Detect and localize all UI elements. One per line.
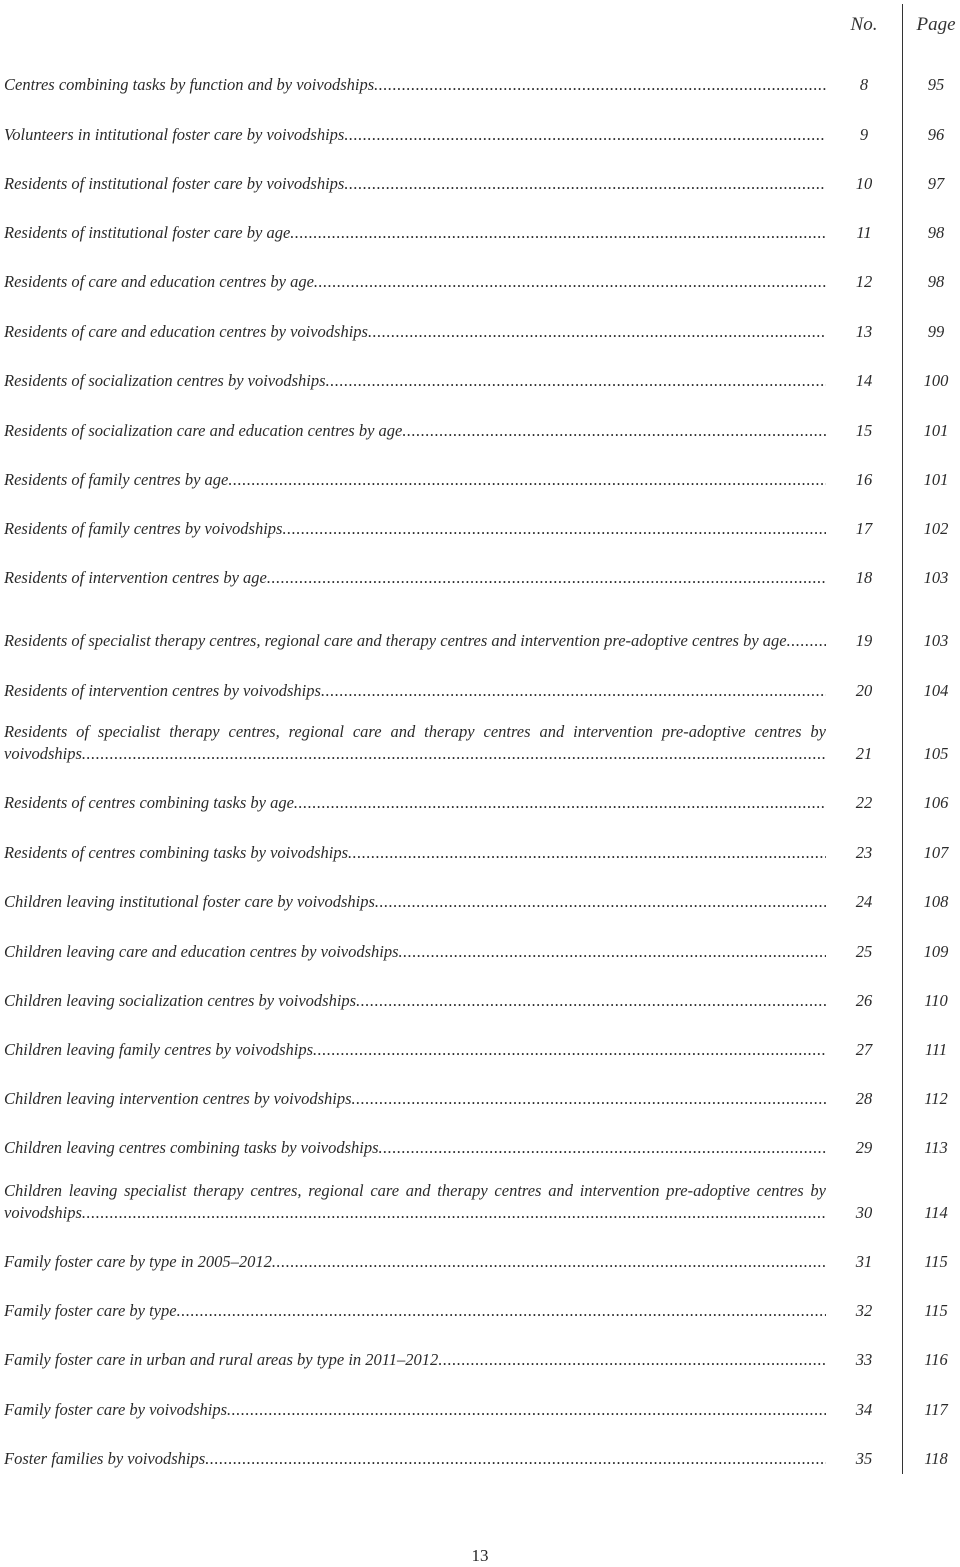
toc-entry-page: 112 (924, 1089, 948, 1108)
toc-entry-page: 97 (927, 174, 945, 193)
toc-entry-title: Residents of care and education centres by voivodships (4, 322, 368, 341)
column-header-no: No. (850, 14, 878, 35)
toc-entry-title: Residents of care and education centres by age (4, 272, 314, 291)
toc-entry-title: Children leaving care and education centres by voivodships (4, 942, 399, 961)
toc-entry-number: 19 (855, 631, 873, 650)
toc-entry-number: 21 (855, 744, 873, 763)
toc-entry-number: 26 (855, 991, 873, 1010)
toc-entry-number: 15 (855, 421, 873, 440)
toc-entry-number: 8 (859, 75, 869, 94)
toc-entry-title: Foster families by voivodships (4, 1449, 206, 1468)
toc-entry-title: Residents of specialist therapy centres, regional care and therapy centres and intervention pre-adoptive centres by voivodships (4, 722, 826, 763)
toc-entry-number: 23 (855, 843, 873, 862)
toc-entry-page: 99 (927, 322, 945, 341)
toc-entry-title: Residents of socialization care and education centres by age (4, 421, 403, 440)
toc-entry-title: Residents of centres combining tasks by voivodships (4, 843, 348, 862)
toc-entry-number: 12 (855, 272, 873, 291)
toc-entry-page: 107 (923, 843, 949, 862)
toc-entry-number: 18 (855, 568, 873, 587)
toc-entry-page: 96 (927, 125, 945, 144)
toc-entry-title: Centres combining tasks by function and by voivodships (4, 75, 375, 94)
toc-entry-number: 30 (855, 1203, 873, 1222)
toc-entry-number: 29 (855, 1138, 873, 1157)
toc-entry-page: 98 (927, 272, 945, 291)
toc-entry-title: Family foster care by type (4, 1301, 177, 1320)
toc-entry-number: 14 (855, 371, 873, 390)
toc-entry-page: 116 (924, 1350, 948, 1369)
toc-entry-page: 95 (927, 75, 945, 94)
toc-entry-title: Children leaving socialization centres by voivodships (4, 991, 357, 1010)
toc-entry-number: 20 (855, 681, 873, 700)
toc-entry-page: 118 (924, 1449, 948, 1468)
toc-entry-title: Residents of socialization centres by voivodships (4, 371, 326, 390)
toc-entry-number: 17 (855, 519, 873, 538)
toc-entry-number: 11 (856, 223, 872, 242)
toc-entry-number: 32 (855, 1301, 873, 1320)
toc-entry-page: 115 (924, 1252, 948, 1271)
toc-entry-number: 24 (855, 892, 873, 911)
toc-entry-title: Residents of specialist therapy centres, regional care and therapy centres and intervention pre-adoptive centres by age (4, 631, 787, 650)
column-header-page: Page (916, 14, 956, 35)
toc-entry-title: Residents of institutional foster care by voivodships (4, 174, 345, 193)
toc-entry-page: 98 (927, 223, 945, 242)
toc-entry-number: 35 (855, 1449, 873, 1468)
toc-entry-page: 115 (924, 1301, 948, 1320)
toc-entry-title: Residents of family centres by age (4, 470, 229, 489)
toc-entry-title: Volunteers in intitutional foster care by voivodships (4, 125, 345, 144)
toc-entry-title: Children leaving family centres by voivodships (4, 1040, 314, 1059)
page-number: 13 (471, 1546, 489, 1565)
toc-entry-title: Residents of institutional foster care by age (4, 223, 291, 242)
toc-entry-page: 100 (923, 371, 949, 390)
toc-entry-page: 114 (924, 1203, 948, 1222)
toc-entry-title: Children leaving specialist therapy centres, regional care and therapy centres and intervention pre-adoptive centres by voivodships (4, 1181, 826, 1222)
toc-entry-number: 9 (859, 125, 869, 144)
toc-entry-number: 16 (855, 470, 873, 489)
toc-entry-number: 31 (855, 1252, 873, 1271)
toc-entry-page: 108 (923, 892, 949, 911)
toc-entry-page: 103 (923, 631, 949, 650)
toc-entry-title: Family foster care by voivodships (4, 1400, 228, 1419)
toc-entry-number: 34 (855, 1400, 873, 1419)
toc-entry-title: Residents of intervention centres by voivodships (4, 681, 321, 700)
toc-entry-title: Children leaving intervention centres by voivodships (4, 1089, 352, 1108)
toc-entry-page: 109 (923, 942, 949, 961)
toc-entry-page: 110 (924, 991, 948, 1010)
toc-entry-page: 101 (923, 421, 949, 440)
toc-entry-title: Residents of centres combining tasks by age (4, 793, 294, 812)
toc-entry-title: Family foster care in urban and rural areas by type in 2011–2012 (4, 1350, 439, 1369)
toc-entry[interactable] (4, 1164, 958, 1470)
toc-entry-number: 25 (855, 942, 873, 961)
toc-entry-page: 113 (924, 1138, 948, 1157)
toc-entry-title: Family foster care by type in 2005–2012 (4, 1252, 272, 1271)
toc-entry-page: 101 (923, 470, 949, 489)
toc-entry-title: Residents of family centres by voivodships (4, 519, 283, 538)
toc-entry-title: Residents of intervention centres by age (4, 568, 267, 587)
toc-entry-page: 103 (923, 568, 949, 587)
toc-entry-page: 106 (923, 793, 949, 812)
toc-entry-page: 105 (923, 744, 949, 763)
toc-entry-number: 10 (855, 174, 873, 193)
toc-entry-page: 104 (923, 681, 949, 700)
toc-entry-number: 28 (855, 1089, 873, 1108)
toc-entry-number: 33 (855, 1350, 873, 1369)
toc-entry-page: 102 (923, 519, 949, 538)
toc-entry-page: 117 (924, 1400, 948, 1419)
toc-entry-page: 111 (924, 1040, 948, 1059)
toc-entry-number: 13 (855, 322, 873, 341)
toc-entry-title: Children leaving institutional foster care by voivodships (4, 892, 375, 911)
toc-entry-number: 27 (855, 1040, 873, 1059)
toc-entry-title: Children leaving centres combining tasks by voivodships (4, 1138, 379, 1157)
toc-entry-number: 22 (855, 793, 873, 812)
